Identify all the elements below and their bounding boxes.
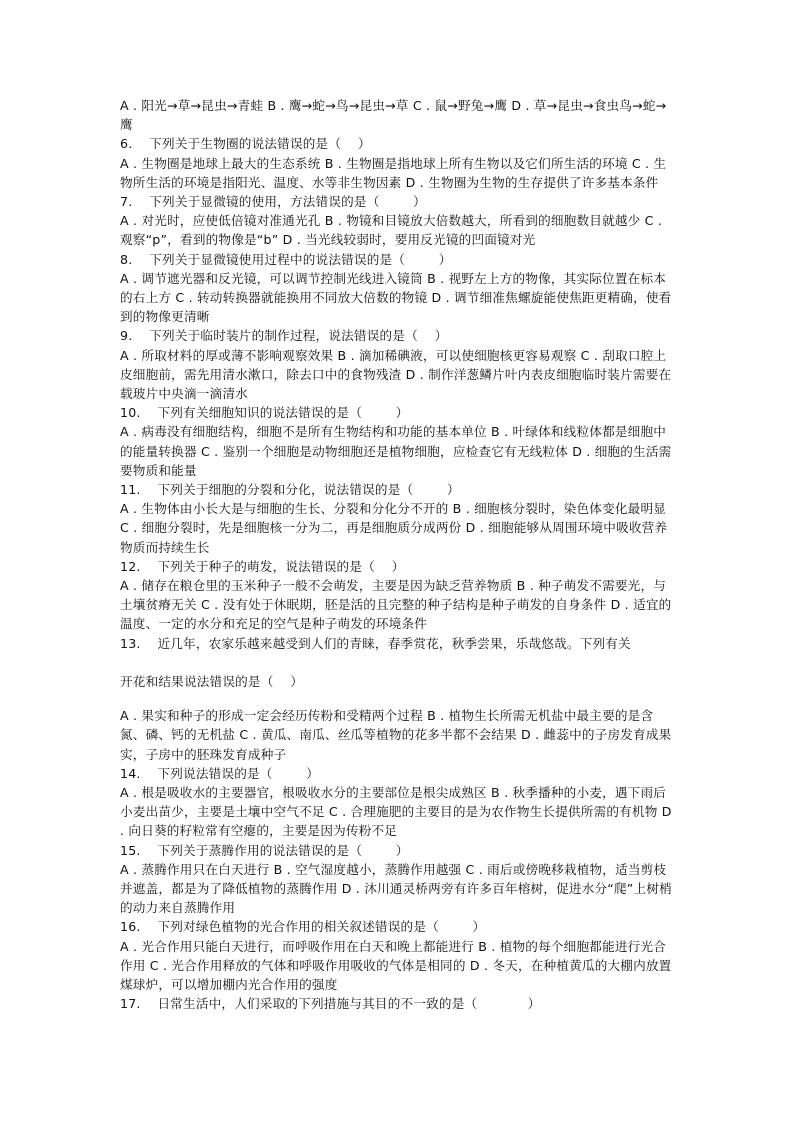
question-14: 14. 下列说法错误的是（ ） <box>120 765 320 781</box>
question-9: 9. 下列关于临时装片的制作过程，说法错误的是（ ） <box>120 328 448 344</box>
question-7: 7. 下列关于显微镜的使用，方法错误的是（ ） <box>120 194 426 210</box>
question-8: 8. 下列关于显微镜使用过程中的说法错误的是（ ） <box>120 251 452 267</box>
options-q14: A . 根是吸收水的主要器官，根吸收水分的主要部位是根尖成熟区 B . 秋季播种的小麦，遇下雨后小麦出苗少，主要是土壤中空气不足 C . 合理施肥的主要目的是为农作物生长提供所需的有机物 D . 向日葵的籽粒常有空瘪的，主要是因为传粉不足 <box>120 784 676 839</box>
question-11: 11. 下列关于细胞的分裂和分化，说法错误的是（ ） <box>120 482 460 498</box>
options-q8: A . 调节遮光器和反光镜，可以调节控制光线进入镜筒 B . 视野左上方的物像，其实际位置在标本的右上方 C . 转动转换器就能换用不同放大倍数的物镜 D . 调节细准焦螺旋能使焦距更精确，使看到的物像更清晰 <box>120 270 672 325</box>
question-16: 16. 下列对绿色植物的光合作用的相关叙述错误的是（ ） <box>120 919 486 935</box>
question-12: 12. 下列关于种子的萌发，说法错误的是（ ） <box>120 558 405 574</box>
spacer <box>120 691 676 706</box>
options-q13: A . 果实和种子的形成一定会经历传粉和受精两个过程 B . 植物生长所需无机盐中最主要的是含氮、磷、钙的无机盐 C . 黄瓜、南瓜、丝瓜等植物的花多半都不会结果 D . 雌蕊中的子房发育成果实，子房中的胚珠发育成种子 <box>120 708 672 762</box>
options-q15: A . 蒸腾作用只在白天进行 B . 空气湿度越小，蒸腾作用越强 C . 雨后或傍晚移栽植物，适当剪枝并遮盖，都是为了降低植物的蒸腾作用 D . 沐川通灵桥两旁有许多百年榕树，促进水分“爬”上树梢的动力来自蒸腾作用 <box>120 861 672 916</box>
question-13: 13. 近几年，农家乐越来越受到人们的青睐，春季赏花，秋季尝果，乐哉悠哉。下列有关 <box>120 635 631 651</box>
options-q9: A . 所取材料的厚或薄不影响观察效果 B . 滴加稀碘液，可以使细胞核更容易观察 C . 刮取口腔上皮细胞前，需先用清水漱口，除去口中的食物残渣 D . 制作洋葱鳞片叶内表皮细胞临时装片需要在载玻片中央滴一滴清水 <box>120 347 672 402</box>
question-6: 6. 下列关于生物圈的说法错误的是（ ） <box>120 136 371 152</box>
options-q11: A . 生物体由小长大是与细胞的生长、分裂和分化分不开的 B . 细胞核分裂时，染色体变化最明显 C . 细胞分裂时，先是细胞核一分为二，再是细胞质分成两份 D . 细胞能够从周围环境中吸收营养物质而持续生长 <box>120 501 671 555</box>
question-15: 15. 下列关于蒸腾作用的说法错误的是（ ） <box>120 842 409 858</box>
options-q12: A . 储存在粮仓里的玉米种子一般不会萌发，主要是因为缺乏营养物质 B . 种子萌发不需要光，与土壤贫瘠无关 C . 没有处于休眠期，胚是活的且完整的种子结构是种子萌发的自身条件 D . 适宜的温度、一定的水分和充足的空气是种子萌发的环境条件 <box>120 578 672 632</box>
options-q10: A . 病毒没有细胞结构，细胞不是所有生物结构和功能的基本单位 B . 叶绿体和线粒体都是细胞中的能量转换器 C . 鉴别一个细胞是动物细胞还是植物细胞，应检查它有无线粒体 D . 细胞的生活需要物质和能量 <box>120 424 672 478</box>
option-line-q5: A . 阳光→草→昆虫→青蛙 B . 鹰→蛇→鸟→昆虫→草 C . 鼠→野兔→鹰 D . 草→昆虫→食虫鸟→蛇→鹰 <box>120 98 667 133</box>
question-17: 17. 日常生活中，人们采取的下列措施与其目的不一致的是（ ） <box>120 996 541 1012</box>
options-q7: A . 对光时，应使低倍镜对准通光孔 B . 物镜和目镜放大倍数越大，所看到的细胞数目就越少 C . 观察“p”，看到的物像是“b” D . 当光线较弱时，要用反光镜的凹面镜对光 <box>120 213 667 248</box>
options-q6: A . 生物圈是地球上最大的生态系统 B . 生物圈是指地球上所有生物以及它们所生活的环境 C . 生物所生活的环境是指阳光、温度、水等非生物因素 D . 生物圈为生物的生存提供了许多基本条件 <box>120 155 667 190</box>
spacer <box>120 653 676 672</box>
document-page <box>120 96 676 1013</box>
options-q16: A . 光合作用只能白天进行，而呼吸作用在白天和晚上都能进行 B . 植物的每个细胞都能进行光合作用 C . 光合作用释放的气体和呼吸作用吸收的气体是相同的 D . 冬天，在种植黄瓜的大棚内放置煤球炉，可以增加棚内光合作用的强度 <box>120 938 672 992</box>
question-10: 10. 下列有关细胞知识的说法错误的是（ ） <box>120 405 409 421</box>
question-13-continued: 开花和结果说法错误的是（ ） <box>120 673 304 689</box>
